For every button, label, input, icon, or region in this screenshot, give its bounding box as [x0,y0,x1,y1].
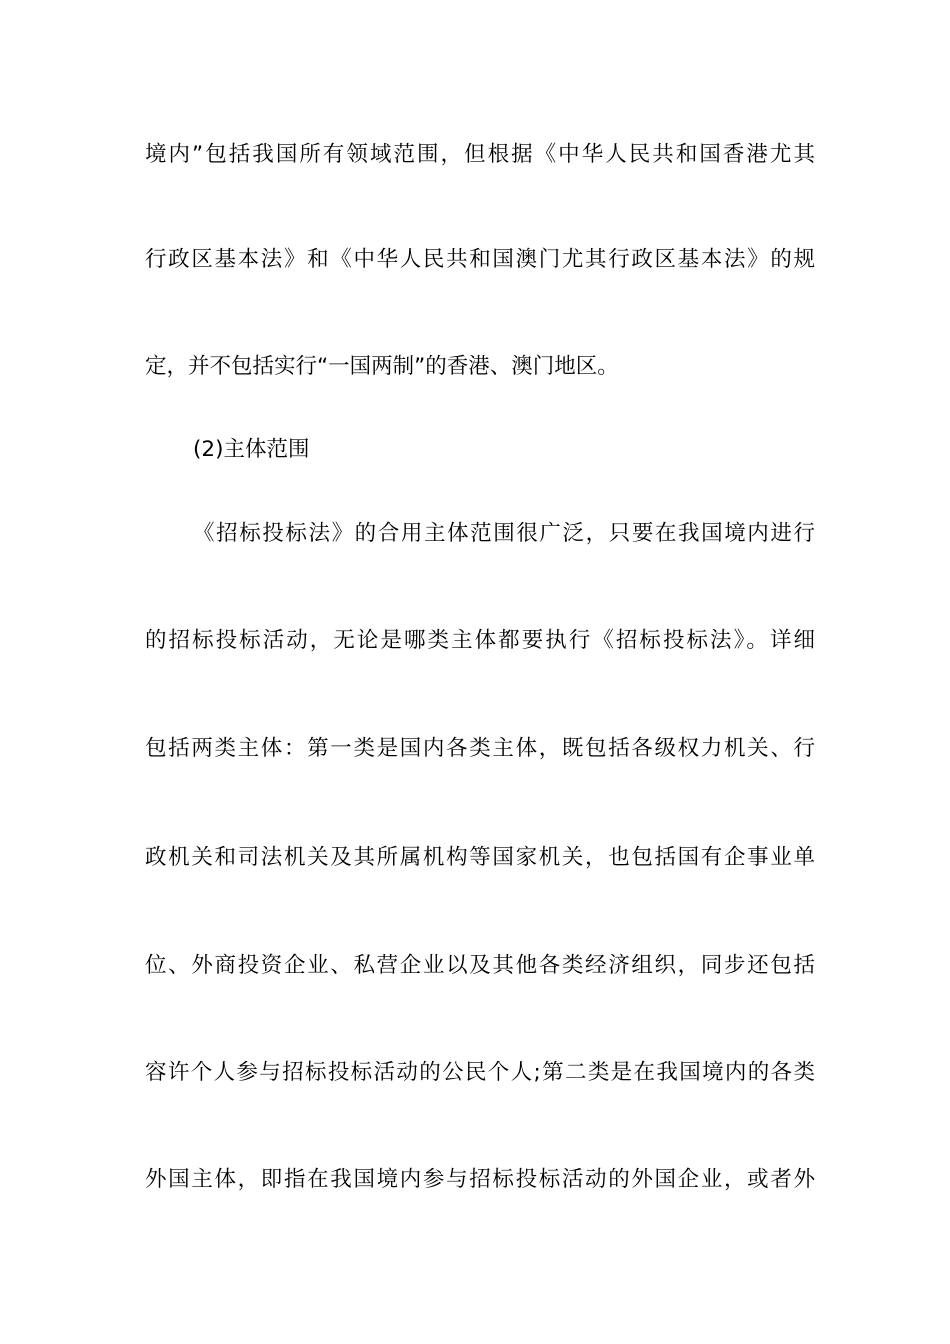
text-line-8: 政机关和司法机关及其所属机构等国家机关，也包括国有企事业单 [145,845,815,870]
text-line-5: 《招标投标法》的合用主体范围很广泛，只要在我国境内进行 [193,521,815,546]
text-line-9: 位、外商投资企业、私营企业以及其他各类经济组织，同步还包括 [145,953,815,978]
text-line-2: 行政区基本法》和《中华人民共和国澳门尤其行政区基本法》的规 [145,247,815,272]
text-line-3: 定，并不包括实行“一国两制”的香港、澳门地区。 [145,354,619,379]
text-line-6: 的招标投标活动，无论是哪类主体都要执行《招标投标法》。详细 [145,628,815,653]
text-line-11: 外国主体，即指在我国境内参与招标投标活动的外国企业，或者外 [145,1167,815,1192]
text-line-1: 境内”包括我国所有领域范围，但根据《中华人民共和国香港尤其 [145,142,815,167]
text-line-10: 容许个人参与招标投标活动的公民个人;第二类是在我国境内的各类 [145,1060,815,1085]
section-heading: (2)主体范围 [193,437,310,462]
text-line-7: 包括两类主体：第一类是国内各类主体，既包括各级权力机关、行 [145,736,815,761]
